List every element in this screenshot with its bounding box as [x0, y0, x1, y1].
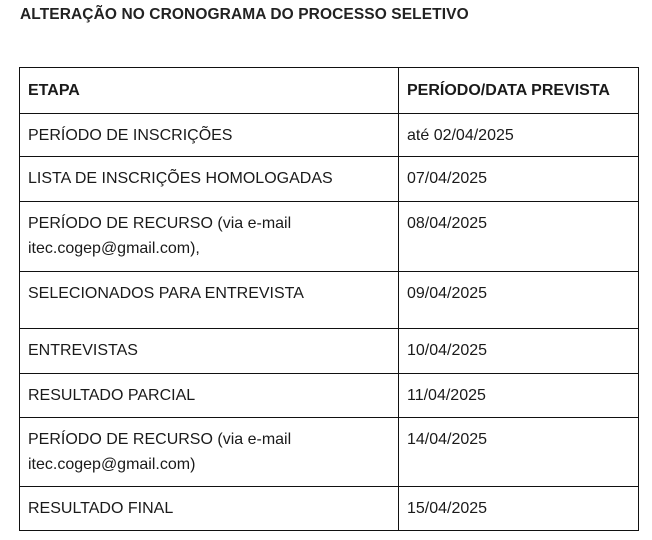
- table-row: [20, 202, 639, 272]
- stage-cell: LISTA DE INSCRIÇÕES HOMOLOGADAS: [20, 157, 399, 202]
- schedule-table: [19, 67, 639, 531]
- stage-cell: [20, 418, 399, 487]
- header-date: PERÍODO/DATA PREVISTA: [399, 68, 639, 114]
- stage-email-line: itec.cogep@gmail.com): [28, 456, 196, 473]
- stage-line: PERÍODO DE RECURSO (via e-mail: [28, 431, 292, 448]
- date-cell: até 02/04/2025: [399, 114, 639, 157]
- table-row: [20, 418, 639, 487]
- stage-line: PERÍODO DE RECURSO (via e-mail: [28, 215, 292, 232]
- stage-cell: SELECIONADOS PARA ENTREVISTA: [20, 272, 399, 329]
- date-cell: 11/04/2025: [399, 374, 639, 418]
- table-row: [20, 114, 639, 157]
- table-row: [20, 329, 639, 374]
- date-cell: 08/04/2025: [399, 202, 639, 272]
- date-cell: 15/04/2025: [399, 487, 639, 531]
- table-header-row: [20, 68, 639, 114]
- stage-cell: RESULTADO FINAL: [20, 487, 399, 531]
- stage-cell: ENTREVISTAS: [20, 329, 399, 374]
- date-cell: 10/04/2025: [399, 329, 639, 374]
- stage-cell: RESULTADO PARCIAL: [20, 374, 399, 418]
- document-title: ALTERAÇÃO NO CRONOGRAMA DO PROCESSO SELETIVO: [20, 6, 469, 23]
- table-row: [20, 157, 639, 202]
- table-row: [20, 272, 639, 329]
- table-row: [20, 487, 639, 531]
- stage-cell: [20, 202, 399, 272]
- date-cell: 09/04/2025: [399, 272, 639, 329]
- table-row: [20, 374, 639, 418]
- header-stage: ETAPA: [20, 68, 399, 114]
- stage-email-line: itec.cogep@gmail.com),: [28, 240, 200, 257]
- date-cell: 14/04/2025: [399, 418, 639, 487]
- stage-cell: PERÍODO DE INSCRIÇÕES: [20, 114, 399, 157]
- date-cell: 07/04/2025: [399, 157, 639, 202]
